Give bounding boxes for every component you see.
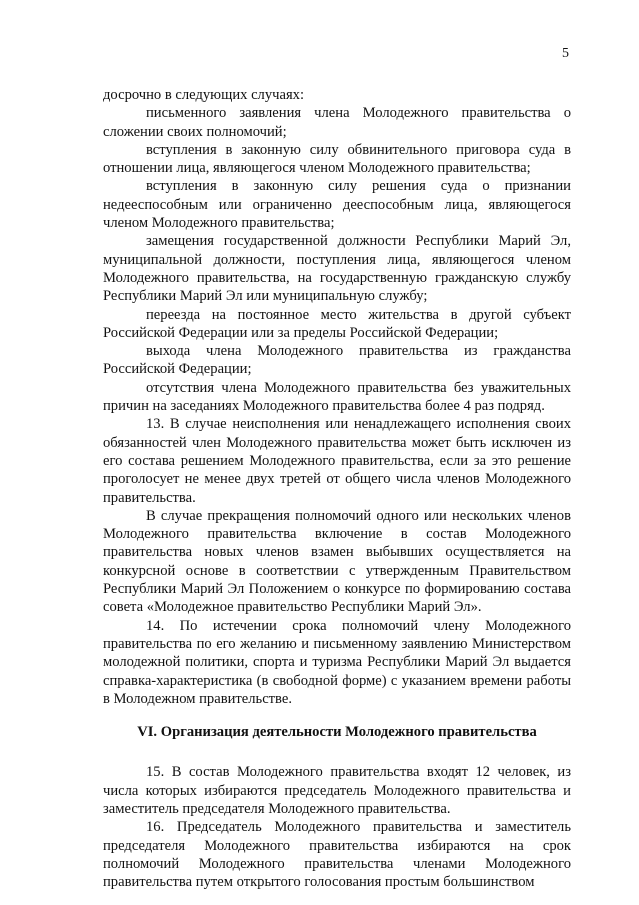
paragraph: отсутствия члена Молодежного правительства без уважительных причин на заседаниях Молодежного правительства более 4 раз подряд. bbox=[103, 379, 571, 415]
paragraph: переезда на постоянное место жительства в другой субъект Российской Федерации или за пределы Российской Федерации; bbox=[103, 306, 571, 341]
paragraph: досрочно в следующих случаях: bbox=[103, 87, 305, 103]
paragraph: письменного заявления члена Молодежного правительства о сложении своих полномочий; bbox=[103, 105, 571, 140]
section-heading: VI. Организация деятельности Молодежного правительства bbox=[137, 724, 537, 741]
paragraph: замещения государственной должности Республики Марий Эл, муниципальной должности, поступления лица, являющегося членом Молодежного правительства, на государственную гражданскую службу Республики Марий Эл или муниципальную службу; bbox=[103, 233, 571, 305]
page-number: 5 bbox=[562, 46, 569, 61]
paragraph: 16. Председатель Молодежного правительства и заместитель председателя Молодежного правительства избираются на срок полномочий Молодежного правительства членами Молодежного правительства путем открытого голосования простым большинством bbox=[103, 819, 571, 891]
paragraphs-bottom bbox=[103, 763, 571, 891]
paragraph: вступления в законную силу решения суда о признании недееспособным или ограниченно дееспособным лица, являющегося членом Молодежного правительства; bbox=[103, 178, 571, 232]
paragraphs-top bbox=[103, 86, 571, 708]
paragraph: 14. По истечении срока полномочий члену Молодежного правительства по его желанию и письменному заявлению Министерством молодежной политики, спорта и туризма Республики Марий Эл выдается справка-характеристика (в свободной форме) с указанием времени работы в Молодежном правительстве. bbox=[103, 617, 571, 707]
paragraph: вступления в законную силу обвинительного приговора суда в отношении лица, являющегося членом Молодежного правительства; bbox=[103, 141, 571, 177]
paragraph: 15. В состав Молодежного правительства входят 12 человек, из числа которых избираются председатель Молодежного правительства и заместитель председателя Молодежного правительства. bbox=[103, 764, 571, 817]
paragraph: выхода члена Молодежного правительства из гражданства Российской Федерации; bbox=[103, 343, 571, 378]
paragraph: 13. В случае неисполнения или ненадлежащего исполнения своих обязанностей член Молодежного правительства может быть исключен из его состава решением Молодежного правительства, если за это решение проголосует не менее двух третей от общего числа членов Молодежного правительства. bbox=[103, 416, 571, 506]
document-body bbox=[103, 86, 571, 891]
paragraph: В случае прекращения полномочий одного или нескольких членов Молодежного правительства включение в состав Молодежного правительства новых членов взамен выбывших осуществляется на конкурсной основе в соответствии с утвержденным Правительством Республики Марий Эл Положением о конкурсе по формированию состава совета «Молодежное правительство Республики Марий Эл». bbox=[103, 507, 571, 616]
